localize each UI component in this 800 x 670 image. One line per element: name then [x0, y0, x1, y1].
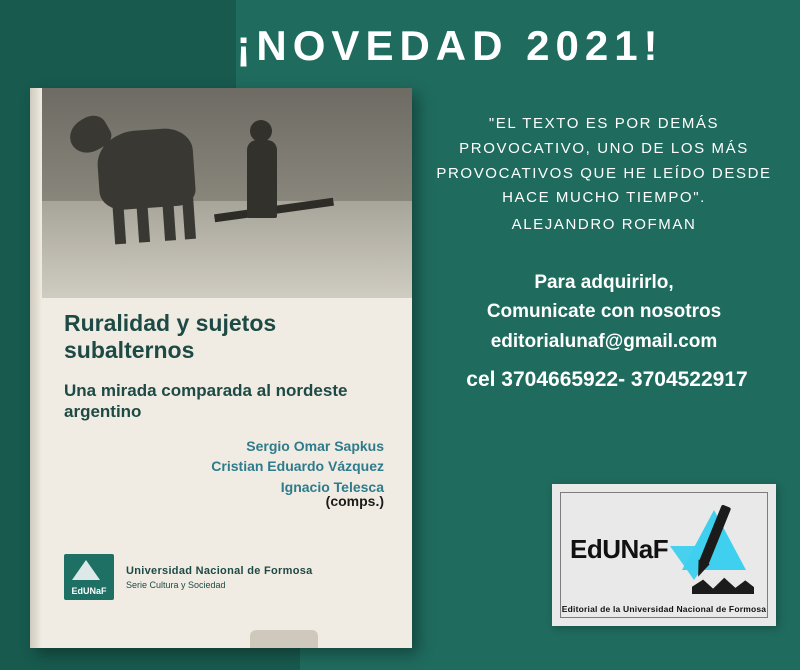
edunaf-wordmark: EdUNaF: [570, 534, 669, 564]
book-authors: [94, 436, 384, 497]
book-cover: [30, 88, 412, 648]
farmer-figure-icon: [247, 140, 277, 218]
contact-email[interactable]: editorialunaf@gmail.com: [490, 330, 718, 352]
book-series: Serie Cultura y Sociedad: [126, 580, 226, 590]
book-comps-label: (comps.): [325, 493, 384, 509]
contact-block: [420, 268, 788, 356]
review-quote-author: ALEJANDRO ROFMAN: [511, 216, 697, 233]
edunaf-logo-small: [64, 554, 114, 600]
contact-phones[interactable]: cel 3704665922- 3704522917: [466, 368, 748, 391]
book-publisher: Universidad Nacional de Formosa: [126, 565, 313, 577]
edunaf-logo-small-text: EdUNaF: [71, 586, 107, 596]
book-author: Ignacio Telesca: [280, 478, 384, 495]
book-publisher-block: [126, 565, 313, 590]
book-title: Ruralidad y sujetos subalternos: [64, 310, 277, 364]
contact-line-1: Para adquirirlo,: [534, 272, 674, 293]
review-quote-text: "EL TEXTO ES POR DEMÁS PROVOCATIVO, UNO DE LOS MÁS PROVOCATIVOS QUE HE LEÍDO DESDE HACE MUCHO TIEMPO".: [436, 115, 772, 207]
triangle-icon: [72, 560, 100, 580]
book-spine: [30, 88, 42, 648]
review-quote: [420, 112, 788, 238]
book-bottom-tab: [250, 630, 318, 648]
book-author: Cristian Eduardo Vázquez: [211, 458, 384, 475]
edunaf-logo-card: [552, 484, 776, 626]
horse-icon: [95, 127, 196, 212]
poster-headline: ¡NOVEDAD 2021!: [236, 22, 664, 69]
edunaf-caption: Editorial de la Universidad Nacional de Formosa: [561, 604, 767, 614]
book-subtitle: Una mirada comparada al nordeste argentino: [64, 381, 348, 422]
book-cover-photo: [42, 88, 412, 298]
book-author: Sergio Omar Sapkus: [246, 438, 384, 454]
contact-line-2: Comunicate con nosotros: [486, 301, 722, 323]
